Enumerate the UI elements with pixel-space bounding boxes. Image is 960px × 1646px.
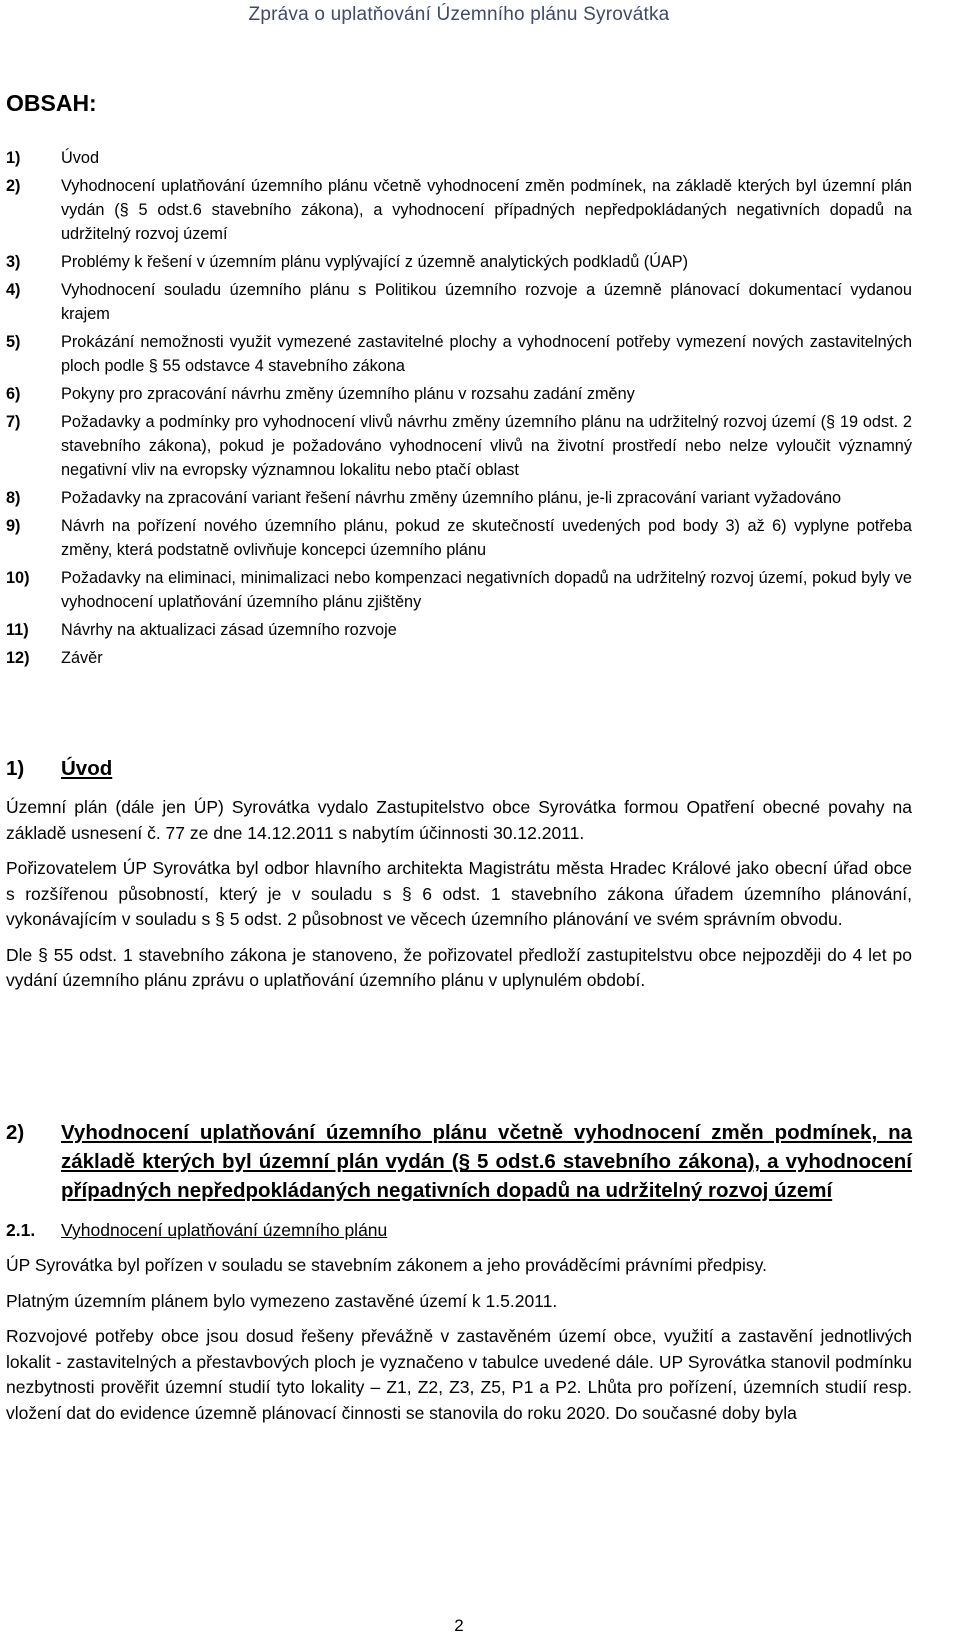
toc-item-number: 1) bbox=[6, 149, 21, 167]
toc-item-text: Vyhodnocení souladu územního plánu s Politikou územního rozvoje a územně plánovací dokumentací vydanou krajem bbox=[61, 281, 912, 323]
toc-item-number: 3) bbox=[6, 253, 21, 271]
toc-item-number: 2) bbox=[6, 177, 21, 195]
toc-item-number: 11) bbox=[6, 621, 29, 639]
toc-item bbox=[6, 486, 912, 510]
paragraph: ÚP Syrovátka byl pořízen v souladu se stavebním zákonem a jeho prováděcími právními předpisy. bbox=[6, 1255, 767, 1275]
section-title: Vyhodnocení uplatňování územního plánu včetně vyhodnocení změn podmínek, na základě kterých byl územní plán vydán (§ 5 odst.6 stavebního zákona), a vyhodnocení případných nepředpokládaných negativních dopadů na udržitelný rozvoj území bbox=[61, 1121, 912, 1202]
page-number: 2 bbox=[454, 1616, 464, 1635]
toc-item-number: 9) bbox=[6, 517, 21, 535]
toc-item-number: 6) bbox=[6, 385, 21, 403]
toc-item-number: 10) bbox=[6, 569, 30, 587]
subsection-heading bbox=[6, 1217, 912, 1243]
toc-item bbox=[6, 410, 912, 482]
toc-item-text: Vyhodnocení uplatňování územního plánu včetně vyhodnocení změn podmínek, na základě kterých byl územní plán vydán (§ 5 odst.6 stavebního zákona), a vyhodnocení případných nepředpokládaných negativních dopadů na udržitelný rozvoj území bbox=[61, 177, 912, 243]
toc-item-text: Problémy k řešení v územním plánu vyplývající z územně analytických podkladů (ÚAP) bbox=[61, 253, 689, 271]
table-of-contents bbox=[6, 146, 912, 674]
section-title: Úvod bbox=[61, 757, 113, 780]
toc-item-text: Pokyny pro zpracování návrhu změny územního plánu v rozsahu zadání změny bbox=[61, 385, 635, 403]
section-heading bbox=[6, 1118, 912, 1205]
toc-item-text: Požadavky na zpracování variant řešení návrhu změny územního plánu, je-li zpracování variant vyžadováno bbox=[61, 489, 842, 507]
subsection-number: 2.1. bbox=[6, 1220, 36, 1240]
toc-item bbox=[6, 514, 912, 562]
toc-item bbox=[6, 146, 912, 170]
toc-item bbox=[6, 618, 912, 642]
paragraph: Dle § 55 odst. 1 stavebního zákona je stanoveno, že pořizovatel předloží zastupitelstvu obce nejpozději do 4 let po vydání územního plánu zprávu o uplatňování územního plánu v uplynulém období. bbox=[6, 944, 912, 990]
toc-item bbox=[6, 278, 912, 326]
paragraph: Územní plán (dále jen ÚP) Syrovátka vydalo Zastupitelstvo obce Syrovátka formou Opatření obecné povahy na základě usnesení č. 77 ze dne 14.12.2011 s nabytím účinnosti 30.12.2011. bbox=[6, 797, 912, 843]
running-header: Zpráva o uplatňování Územního plánu Syrovátka bbox=[248, 4, 670, 25]
toc-item-text: Požadavky na eliminaci, minimalizaci nebo kompenzaci negativních dopadů na udržitelný rozvoj území, pokud byly ve vyhodnocení uplatňování územního plánu zjištěny bbox=[61, 569, 912, 611]
paragraph: Rozvojové potřeby obce jsou dosud řešeny převážně v zastavěném území obce, využití a zastavění jednotlivých lokalit - zastavitelných a přestavbových ploch je vyznačeno v tabulce uvedené dále. UP Syrovátka stanovil podmínku nezbytnosti prověřit územní studií tyto lokality – Z1, Z2, Z3, Z5, P1 a P2. Lhůta pro pořízení, územních studií resp. vložení dat do evidence územně plánovací činnosti se stanovila do roku 2020. Do současné doby byla bbox=[6, 1326, 912, 1423]
section-heading bbox=[6, 754, 912, 783]
subsection-title: Vyhodnocení uplatňování územního plánu bbox=[61, 1220, 388, 1240]
paragraph: Pořizovatelem ÚP Syrovátka byl odbor hlavního architekta Magistrátu města Hradec Králové jako obecní úřad obce s rozšířenou působností, který je v souladu s § 6 odst. 1 stavebního zákona úřadem územního plánování, vykonávajícím v souladu s § 5 odst. 2 působnost ve věcech územního plánování ve svém správním obvodu. bbox=[6, 858, 912, 929]
toc-item bbox=[6, 646, 912, 670]
toc-item bbox=[6, 330, 912, 378]
toc-item bbox=[6, 174, 912, 246]
toc-item-text: Úvod bbox=[61, 149, 100, 167]
toc-item-text: Návrhy na aktualizaci zásad územního rozvoje bbox=[61, 621, 397, 639]
toc-item bbox=[6, 250, 912, 274]
toc-item bbox=[6, 566, 912, 614]
paragraph: Platným územním plánem bylo vymezeno zastavěné území k 1.5.2011. bbox=[6, 1290, 558, 1311]
toc-item-text: Požadavky a podmínky pro vyhodnocení vlivů návrhu změny územního plánu na udržitelný rozvoj území (§ 19 odst. 2 stavebního zákona), pokud je požadováno vyhodnocení vlivů na životní prostředí nebo nelze vyloučit významný negativní vliv na evropsky významnou lokalitu nebo ptačí oblast bbox=[61, 413, 912, 479]
section-number: 1) bbox=[6, 757, 25, 780]
toc-item-text: Prokázání nemožnosti využit vymezené zastavitelné plochy a vyhodnocení potřeby vymezení nových zastavitelných ploch podle § 55 odstavce 4 stavebního zákona bbox=[61, 333, 912, 375]
toc-item-number: 7) bbox=[6, 413, 21, 431]
toc-item-number: 8) bbox=[6, 489, 21, 507]
section-number: 2) bbox=[6, 1121, 25, 1144]
toc-item-text: Závěr bbox=[61, 649, 103, 667]
toc-title: OBSAH: bbox=[6, 90, 97, 116]
section-vyhodnoceni bbox=[6, 1118, 912, 1436]
toc-item-number: 5) bbox=[6, 333, 21, 351]
section-uvod bbox=[6, 754, 912, 1004]
toc-item-number: 12) bbox=[6, 649, 30, 667]
toc-item-text: Návrh na pořízení nového územního plánu, pokud ze skutečností uvedených pod body 3) až 6) vyplyne potřeba změny, která podstatně ovlivňuje koncepci územního plánu bbox=[61, 517, 912, 559]
toc-item-number: 4) bbox=[6, 281, 21, 299]
toc-item bbox=[6, 382, 912, 406]
